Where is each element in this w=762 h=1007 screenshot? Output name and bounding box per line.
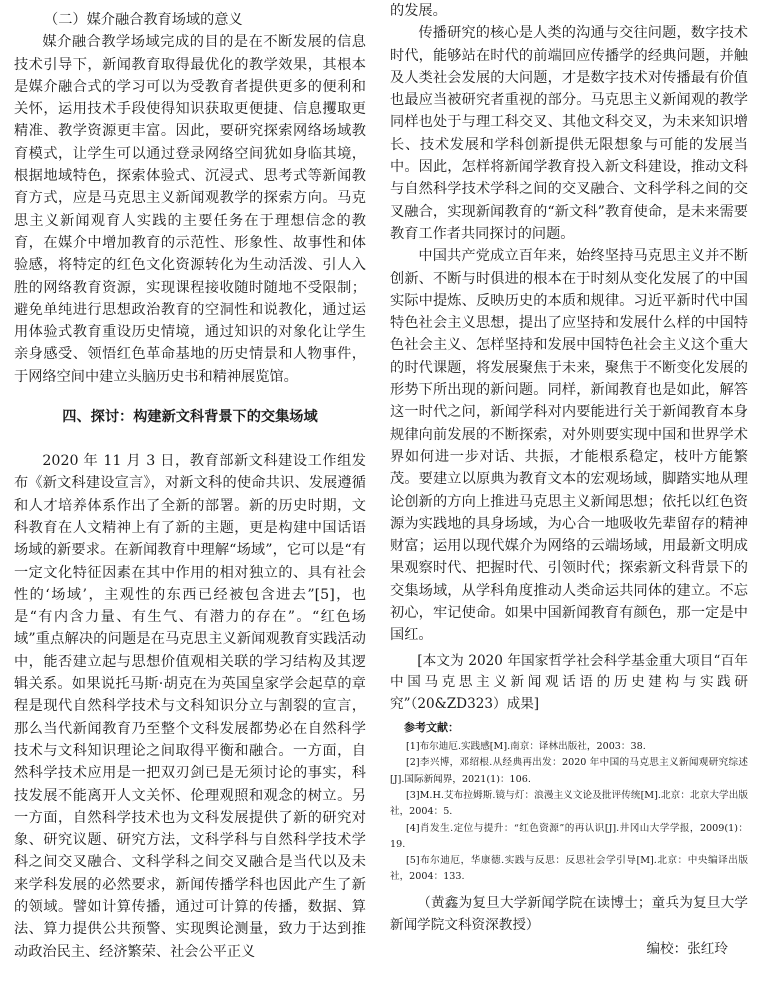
reference-item: [5]布尔迪厄，华康德.实践与反思：反思社会学引导[M].北京：中央编译出版社，2004：133. <box>390 855 748 883</box>
continued-paragraph: 的发展。 <box>390 3 447 19</box>
body-paragraph: 2020 年 11 月 3 日，教育部新文科建设工作组发布《新文科建设宣言》，对新文科的使命共识、发展遵循和人才培养体系作出了全新的部署。新的历史时期，文科教育在人文精神上有了新的主题，更是构建中国话语场域的新要求。在新闻教育中理解“场域”，它可以是“有一定文化特征因素在其中作用的相对独立的、具有社会性的‘场域’，主观性的东西已经被包含进去”[5]，也是“有内含力量、有生气、有潜力的存在”。“红色场域”重点解决的问题是在马克思主义新闻观教育实践活动中，能否建立起与思想价值观相关联的学习结构及其逻辑关系。如果说托马斯·胡克在为英国皇家学会起草的章程是现代自然科学技术与文科知识分立与割裂的宣言，那么当代新闻教育乃至整个文科发展都势必在自然科学技术与文科知识理论之间取得平衡和融合。一方面，自然科学技术应用是一把双刃剑已是无须讨论的事实，科技发展不能离开人文关怀、伦理观照和观念的树立。另一方面，自然科学技术也为文科发展提供了新的研究对象、研究议题、研究方法，文科学科与自然科学技术学科之间交叉融合、文科学科之间交叉融合是当代以及未来学科发展的必然要求，新闻传播学科也因此产生了新的领域。譬如计算传播，通过可计算的传播，数据、算法、算力提供公共预警、实现舆论测量，致力于达到推动政治民主、经济繁荣、社会公平正义 <box>14 453 366 960</box>
reference-item: [3]M.H.艾布拉姆斯.镜与灯：浪漫主义文论及批评传统[M].北京：北京大学出版社，2004：5. <box>390 790 748 818</box>
right-column <box>390 0 748 960</box>
reference-item: [4]肖发生.定位与提升：“红色资源”的再认识[J].井冈山大学学报，2009(1)：19. <box>390 822 748 850</box>
left-column <box>14 0 366 963</box>
body-paragraph: 媒介融合教学场域完成的目的是在不断发展的信息技术引导下，新闻教育取得最优化的教学效果，其根本是媒介融合式的学习可以为受教育者提供更多的便利和关怀，运用技术手段使得知识获取更便捷、信息攫取更精准、教学资源更丰富。因此，要研究探索网络场域教育模式，让学生可以通过登录网络空间犹如身临其境，根据地域特色，探索体验式、沉浸式、思考式等新闻教育方式，应是马克思主义新闻观教学的探索方向。马克思主义新闻观育人实践的主要任务在于理想信念的教育，在媒介中增加教育的示范性、形象性、故事性和体验感，将特定的红色文化资源转化为生动活泼、引人入胜的网络教育资源，实现课程接收随时随地不受限制；避免单纯进行思想政治教育的空洞性和说教化，通过运用体验式教育重设历史情境，通过知识的对象化让学生亲身感受、领悟红色革命基地的历史情景和人物事件，于网络空间中建立头脑历史书和精神展览馆。 <box>14 34 366 385</box>
reference-item: [2]李兴博，邓绍根.从经典再出发：2020 年中国的马克思主义新闻观研究综述[J].国际新闻界，2021(1)：106. <box>390 757 748 785</box>
references-title: 参考文献： <box>404 721 459 735</box>
editor-credit: 编校：张红玲 <box>646 940 728 957</box>
subsection-heading: （二）媒介融合教育场域的意义 <box>44 12 243 28</box>
section-heading: 四、探讨：构建新文科背景下的交集场域 <box>62 409 318 426</box>
reference-item: [1]布尔迪厄.实践感[M].南京：译林出版社，2003：38. <box>406 741 646 753</box>
body-paragraph: 中国共产党成立百年来，始终坚持马克思主义并不断创新、不断与时俱进的根本在于时刻从变化发展了的中国实际中提炼、反映历史的本质和规律。习近平新时代中国特色社会主义思想，提出了应坚持和发展什么样的中国特色社会主义、怎样坚持和发展中国特色社会主义这个重大的时代课题，将发展聚焦于未来，聚焦于不断变化发展的形势下所出现的新问题。同样，新闻教育也是如此，解答这一时代之问，新闻学科对内要能进行关于新闻教育本身规律向前发展的不断探索，对外则要实现中国和世界学术界如何进一步对话、共振，才能根系稳定，枝叶方能繁茂。要建立以原典为教育文本的宏观场域，脚踏实地从理论创新的方向上推进马克思主义新闻思想；依托以红色资源为实践地的具身场域，为心合一地吸收先辈留存的精神财富；运用以现代媒介为网络的云端场域，用最新文明成果观察时代、把握时代、引领时代；探索新文科背景下的交集场域，从学科角度推动人类命运共同体的建立。不忘初心，牢记使命。如果中国新闻教育有颜色，那一定是中国红。 <box>390 248 748 644</box>
author-info: （黄鑫为复旦大学新闻学院在读博士；童兵为复旦大学新闻学院文科资深教授） <box>390 894 748 933</box>
body-paragraph: 传播研究的核心是人类的沟通与交往问题，数字技术时代，能够站在时代的前端回应传播学的经典问题，并触及人类社会发展的大问题，才是数字技术对传播最有价值也最应当被研究者重视的部分。马克思主义新闻观的教学同样也处于与理工科交叉、其他文科交叉，为未来知识增长、技术发展和学科创新提供无限想象与可能的发展当中。因此，怎样将新闻学教育投入新文科建设，推动文科与自然科学技术学科之间的交叉融合、文科学科之间的交叉融合，实现新闻教育的“新文科”教育使命，是未来需要教育工作者共同探讨的问题。 <box>390 25 748 242</box>
funding-note: [本文为 2020 年国家哲学社会科学基金重大项目“百年中国马克思主义新闻观话语的历史建构与实践研究”（20&ZD323）成果] <box>390 652 748 712</box>
